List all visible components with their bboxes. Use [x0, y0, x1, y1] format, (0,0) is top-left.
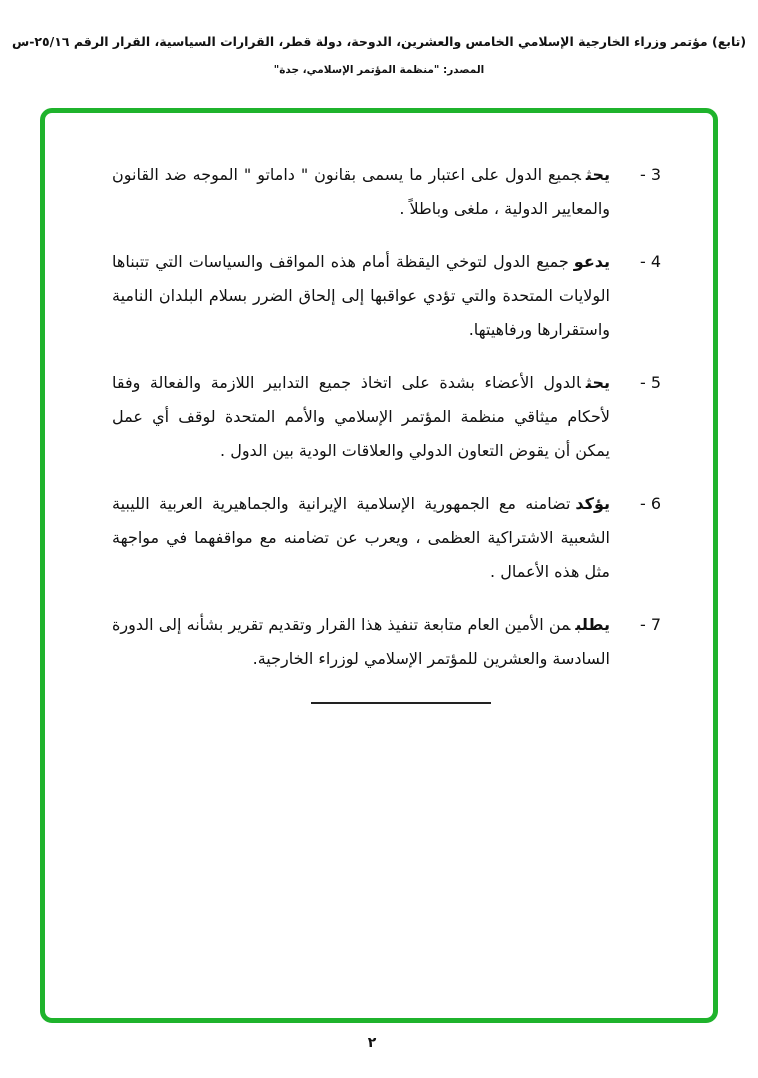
- header-title-line: (تابع) مؤتمر وزراء الخارجية الإسلامي الخامس والعشرين، الدوحة، دولة قطر، القرارات السياسية، القرار الرقم ٢٥/١٦-س: [11, 34, 747, 49]
- clause-keyword: يحث: [585, 165, 610, 184]
- clause-body-text: جميع الدول لتوخي اليقظة أمام هذه المواقف والسياسات التي تتبناها الولايات المتحدة والتي تؤدي عواقبها إلى إلحاق الضرر بسلام البلدان النامية واستقرارها ورفاهيتها.: [112, 252, 610, 339]
- clause-keyword: يؤكد: [575, 494, 610, 513]
- clause-body-text: تضامنه مع الجمهورية الإسلامية الإيرانية والجماهيرية العربية الليبية الشعبية الاشتراكية العظمى ، ويعرب عن تضامنه مع مواقفهما في مواجهة مثل هذه الأعمال .: [112, 494, 610, 581]
- clause-number: 4 -: [639, 252, 661, 271]
- document-header: [0, 31, 758, 79]
- clause-number: 6 -: [639, 494, 661, 513]
- clause-text: [112, 366, 610, 468]
- clause-body-text: من الأمين العام متابعة تنفيذ هذا القرار وتقديم تقرير بشأنه إلى الدورة السادسة والعشرين للمؤتمر الإسلامي لوزراء الخارجية.: [112, 615, 610, 668]
- clause-keyword: يدعو: [573, 252, 610, 271]
- resolution-clause-6: [112, 487, 661, 589]
- page-number: ٢: [367, 1035, 377, 1051]
- clause-number: 7 -: [639, 615, 661, 634]
- resolution-clause-4: [112, 245, 661, 347]
- resolution-clause-7: [112, 608, 661, 676]
- clause-body-text: جميع الدول على اعتبار ما يسمى بقانون " داماتو " الموجه ضد القانون والمعايير الدولية ، ملغى وباطلاً .: [112, 165, 610, 218]
- clause-text: [112, 158, 610, 226]
- clause-text: [112, 608, 610, 676]
- clause-number: 5 -: [639, 373, 661, 392]
- resolution-clause-list: [112, 158, 661, 704]
- clause-text: [112, 245, 610, 347]
- header-source-line: المصدر: "منظمة المؤتمر الإسلامي، جدة": [273, 64, 485, 76]
- clause-keyword: يحث: [585, 373, 610, 392]
- resolution-clause-3: [112, 158, 661, 226]
- clause-text: [112, 487, 610, 589]
- section-divider: [311, 702, 491, 704]
- clause-number: 3 -: [639, 165, 661, 184]
- resolution-clause-5: [112, 366, 661, 468]
- clause-keyword: يطلب: [575, 615, 610, 634]
- clause-body-text: الدول الأعضاء بشدة على اتخاذ جميع التدابير اللازمة والفعالة وفقا لأحكام ميثاقي منظمة المؤتمر الإسلامي والأمم المتحدة لوقف أي عمل يمكن أن يقوض التعاون الدولي والعلاقات الودية بين الدول .: [112, 373, 610, 460]
